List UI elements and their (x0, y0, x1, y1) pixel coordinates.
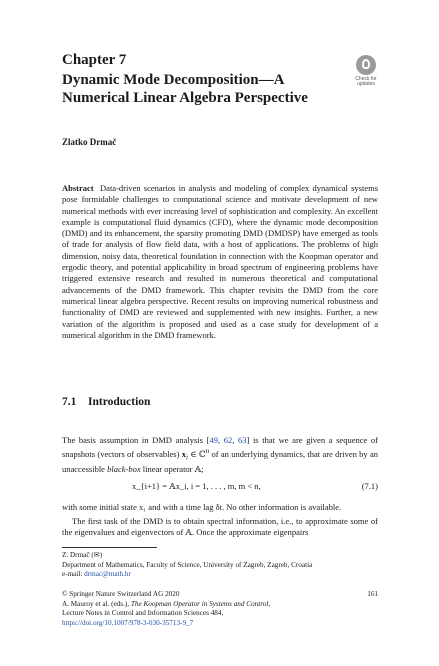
book-citation: A. Mauroy et al. (eds.), The Koopman Operator in Systems and Control, (62, 599, 271, 608)
chapter-label: Chapter 7 (62, 52, 127, 68)
citation-link[interactable]: 63 (237, 435, 247, 445)
equation-body: x_{i+1} = 𝔸x_i, i = 1, . . . , m, m < n, (132, 481, 261, 491)
section-number: 7.1 (62, 396, 77, 408)
series-line: Lecture Notes in Control and Information Sciences 484, (62, 609, 224, 617)
abstract (62, 183, 378, 341)
page-number: 161 (367, 590, 378, 598)
author-footnote (62, 551, 382, 580)
citation-link[interactable]: 49 (209, 435, 218, 445)
equation-7-1 (62, 481, 378, 493)
intro-paragraph-3: The first task of the DMD is to obtain spectral information, i.e., to approximate some of the eigenvalues and eigenvectors of 𝔸. Once the approximate eigenpairs (62, 516, 378, 538)
footnote-divider (62, 547, 157, 548)
book-title: The Koopman Operator in Systems and Control (130, 599, 269, 608)
section-title: Introduction (88, 396, 151, 408)
footnote-author: Z. Drmač (✉) (62, 551, 103, 559)
abstract-label: Abstract (62, 183, 94, 193)
chapter-title (62, 71, 352, 107)
chapter-title-line-1: Dynamic Mode Decomposition—A (62, 72, 285, 88)
chapter-title-line-2: Numerical Linear Algebra Perspective (62, 90, 308, 106)
badge-line-1: Check for (355, 76, 377, 82)
badge-line-2: updates (357, 81, 375, 87)
abstract-text: Data-driven scenarios in analysis and modeling of complex dynamical systems pose formidable challenges to computational science and motivate development of new numerical methods with ever increasing level of sophistication and complexity. An excellent example is computational fluid dynamics (CFD), where the dynamic mode decomposition (DMD) and its enhancement, the sparsity promoting DMD (DMDSP) have emerged as tools of trade for analysis of flow field data, with a host of applications. The problems of high dimension, noisy data, theoretical foundation in connection with the Koopman operator and ergodic theory, and potential applicability in broad spectrum of engineering problems have triggered extensive research and resulted in numerous theoretical and computational advancements of the DMD framework. This chapter revisits the DMD from the core numerical linear algebra perspective. Recent results on improving numerical robustness and functionality of DMD are reviewed and supplemented with new insights. Further, a new variation of the algorithm is proposed and used as a case study for development of a numerical algorithm in the DMD framework. (62, 183, 379, 340)
citation-link[interactable]: 62 (223, 435, 233, 445)
intro-paragraph-2: with some initial state x₁ and with a time lag δt. No other information is available. (62, 502, 342, 512)
copyright-line: © Springer Nature Switzerland AG 2020 (62, 590, 180, 598)
author-name: Zlatko Drmač (62, 137, 117, 147)
section-heading (62, 396, 150, 408)
check-for-updates-badge[interactable] (350, 55, 382, 93)
footnote-affiliation: Department of Mathematics, Faculty of Science, University of Zagreb, Zagreb, Croatia (62, 560, 313, 569)
equation-number: (7.1) (361, 481, 378, 491)
doi-link[interactable]: https://doi.org/10.1007/978-3-030-35713-9_7 (62, 618, 194, 627)
page-footer (62, 590, 378, 628)
intro-paragraph-1: The basis assumption in DMD analysis [49, 62, 63] is that we are given a sequence of snapshots (vectors of observables) $x_i$ ∈ ℂ$^n$ of an underlying dynamics, that are driven by an unaccessible black-box linear operator 𝔸; (62, 435, 378, 475)
footnote-email-line: e-mail: drmac@math.hr (62, 570, 131, 578)
email-link[interactable]: drmac@math.hr (84, 570, 131, 578)
bookmark-icon (356, 55, 376, 75)
